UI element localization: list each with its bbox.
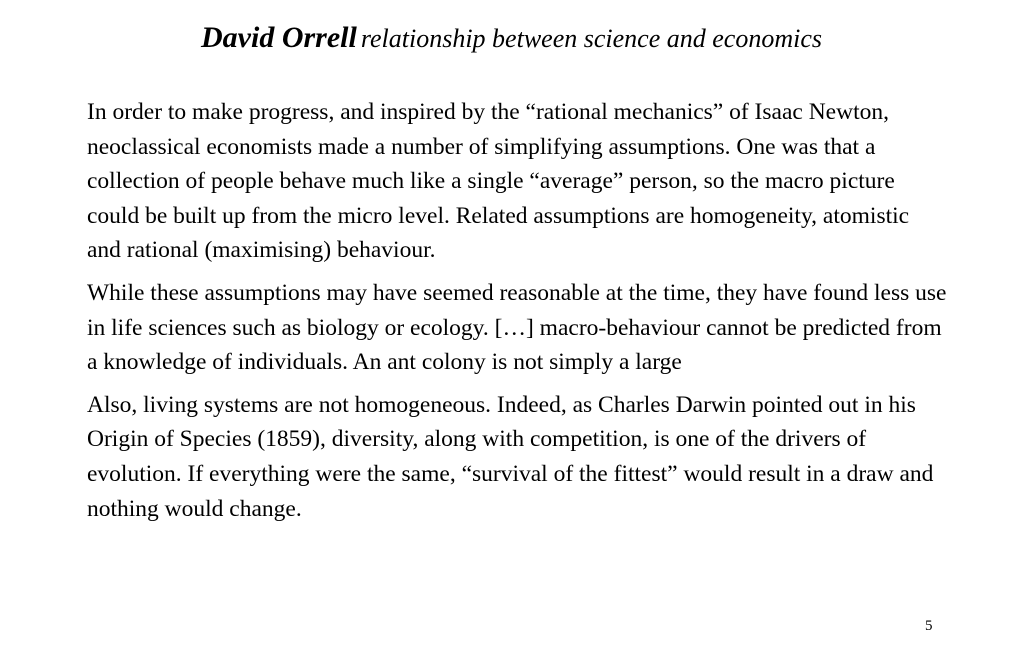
paragraph-3: Also, living systems are not homogeneous. Indeed, as Charles Darwin pointed out in his Origin of Species (1859), diversity, along with competition, is one of the drivers of evolution. If everything were the same, “survival of the fittest” would result in a draw and nothing would change. [87, 391, 934, 522]
title-subtitle: relationship between science and economics [360, 24, 822, 53]
title-author-name: David Orrell [201, 21, 357, 54]
paragraph-1: In order to make progress, and inspired by the “rational mechanics” of Isaac Newton, neoclassical economists made a number of simplifying assumptions. One was that a collection of people behave much like a single “average” person, so the macro picture could be built up from the micro level. Related assumptions are homogeneity, atomistic and rational (maximising) behaviour. [87, 99, 910, 264]
paragraph-2: While these assumptions may have seemed reasonable at the time, they have found less use in life sciences such as biology or ecology. […] macro-behaviour cannot be predicted from a knowledge of individuals. An ant colony is not simply a large [87, 279, 947, 376]
slide-body [87, 95, 947, 534]
page-number: 5 [925, 618, 933, 634]
slide-title [0, 20, 1023, 56]
